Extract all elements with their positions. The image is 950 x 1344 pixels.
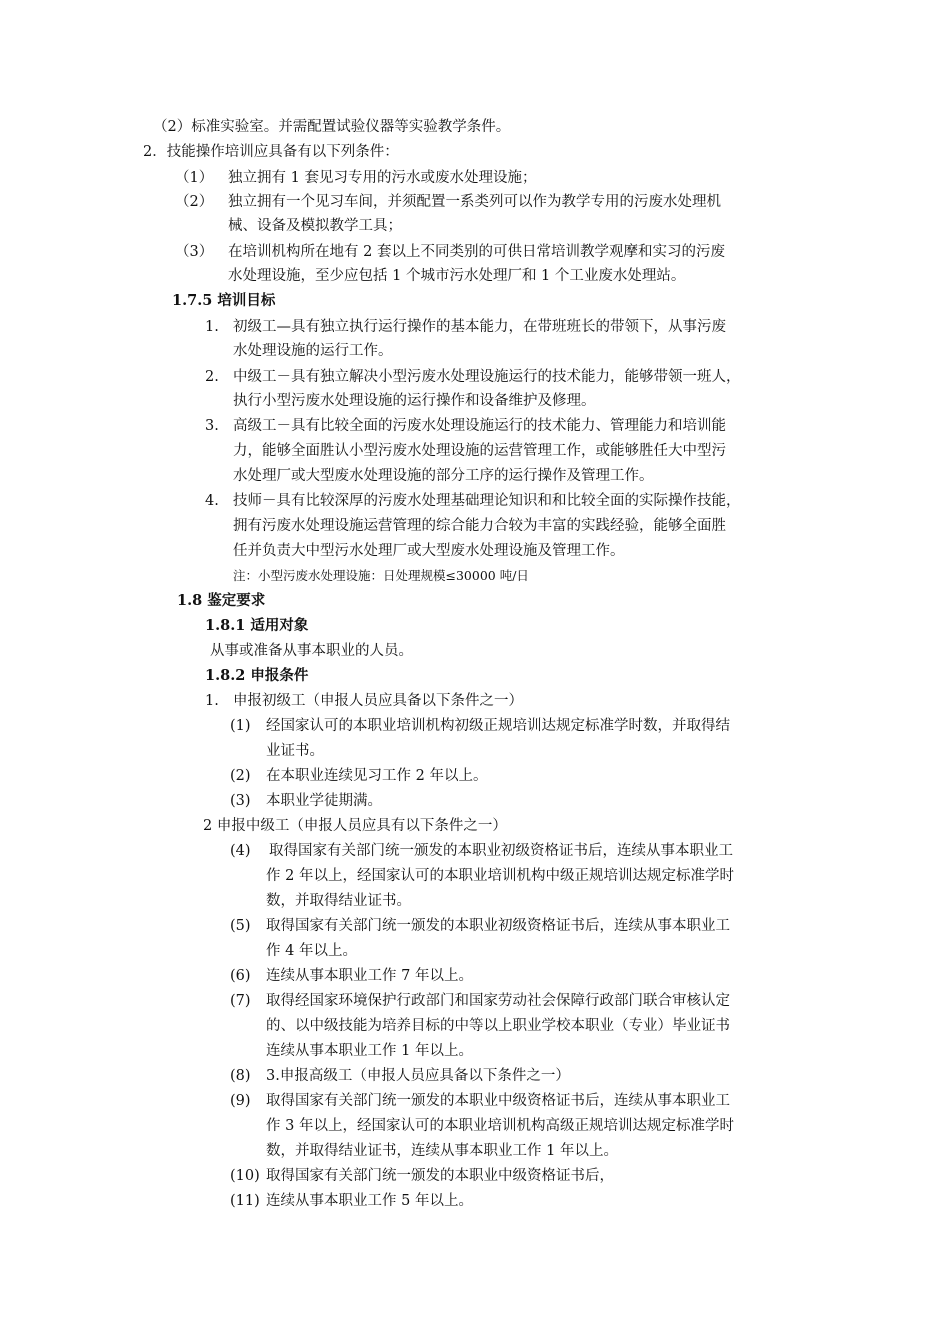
text-line: 数，并取得结业证书，连续从事本职业工作 1 年以上。: [266, 1143, 618, 1159]
list-number: (8): [230, 1068, 251, 1084]
text-line: 取得经国家环境保护行政部门和国家劳动社会保障行政部门联合审核认定: [266, 993, 730, 1009]
list-number: （3）: [175, 244, 214, 260]
text-line: 作 3 年以上，经国家认可的本职业培训机构高级正规培训达规定标准学时: [266, 1118, 734, 1134]
text-line: 连续从事本职业工作 5 年以上。: [266, 1193, 473, 1209]
list-number: 4.: [205, 493, 219, 509]
text-line: 数，并取得结业证书。: [266, 893, 411, 909]
text-line: 执行小型污废水处理设施的运行操作和设备维护及修理。: [233, 393, 596, 409]
text-line: 力，能够全面胜认小型污废水处理设施的运营管理工作，或能够胜任大中型污: [233, 443, 726, 459]
text-line: 技师－具有比较深厚的污废水处理基础理论知识和和比较全面的实际操作技能，: [233, 493, 741, 509]
text-line: 取得国家有关部门统一颁发的本职业初级资格证书后，连续从事本职业工: [266, 918, 730, 934]
text-line: 2．技能操作培训应具备有以下列条件：: [143, 144, 399, 160]
section-heading: 1.7.5 培训目标: [172, 292, 276, 309]
text-line: 的、以中级技能为培养目标的中等以上职业学校本职业（专业）毕业证书: [266, 1018, 730, 1034]
text-line: （2）标准实验室。并需配置试验仪器等实验教学条件。: [153, 119, 511, 135]
text-line: 独立拥有一个见习车间，并须配置一系类列可以作为教学专用的污废水处理机: [228, 194, 721, 210]
text-line: 作 4 年以上。: [266, 943, 357, 959]
text-line: 高级工－具有比较全面的污废水处理设施运行的技术能力、管理能力和培训能: [233, 418, 726, 434]
list-number: (2): [230, 768, 251, 784]
text-line: 2 申报中级工（申报人员应具有以下条件之一）: [203, 818, 507, 834]
text-line: 申报初级工（申报人员应具备以下条件之一）: [233, 693, 523, 709]
list-number: 1.: [205, 693, 219, 709]
section-heading: 1.8.2 申报条件: [205, 667, 309, 684]
list-number: (11): [230, 1193, 260, 1209]
section-heading: 1.8.1 适用对象: [205, 617, 309, 634]
list-number: （2）: [175, 194, 214, 210]
list-number: 3.: [205, 418, 219, 434]
text-line: 连续从事本职业工作 7 年以上。: [266, 968, 473, 984]
text-line: 任并负责大中型污水处理厂或大型废水处理设施及管理工作。: [233, 543, 625, 559]
list-number: (7): [230, 993, 251, 1009]
text-line: 连续从事本职业工作 1 年以上。: [266, 1043, 473, 1059]
text-line: 经国家认可的本职业培训机构初级正规培训达规定标准学时数，并取得结: [266, 718, 730, 734]
text-line: 在本职业连续见习工作 2 年以上。: [266, 768, 488, 784]
text-line: 业证书。: [266, 743, 324, 759]
text-line: 中级工－具有独立解决小型污废水处理设施运行的技术能力，能够带领一班人，: [233, 369, 741, 385]
text-line: 取得国家有关部门统一颁发的本职业初级资格证书后，连续从事本职业工: [269, 843, 733, 859]
list-number: (6): [230, 968, 251, 984]
text-line: 水处理设施，至少应包括 1 个城市污水处理厂和 1 个工业废水处理站。: [228, 268, 686, 284]
text-line: 取得国家有关部门统一颁发的本职业中级资格证书后，: [266, 1168, 614, 1184]
text-line: 本职业学徒期满。: [266, 793, 382, 809]
text-line: 3.申报高级工（申报人员应具备以下条件之一）: [266, 1068, 570, 1084]
section-heading: 1.8 鉴定要求: [177, 592, 266, 609]
text-line: 取得国家有关部门统一颁发的本职业中级资格证书后，连续从事本职业工: [266, 1093, 730, 1109]
list-number: (10): [230, 1168, 260, 1184]
note-text: 注：小型污废水处理设施：日处理规模≤30000 吨/日: [233, 568, 529, 583]
text-line: 从事或准备从事本职业的人员。: [210, 643, 413, 659]
text-line: 初级工—具有独立执行运行操作的基本能力，在带班班长的带领下，从事污废: [233, 319, 726, 335]
text-line: 作 2 年以上，经国家认可的本职业培训机构中级正规培训达规定标准学时: [266, 868, 734, 884]
list-number: (1): [230, 718, 251, 734]
text-line: 在培训机构所在地有 2 套以上不同类别的可供日常培训教学观摩和实习的污废: [228, 244, 725, 260]
text-line: 械、设备及模拟教学工具；: [228, 218, 402, 234]
list-number: （1）: [175, 170, 214, 186]
list-number: 2.: [205, 369, 219, 385]
list-number: (3): [230, 793, 251, 809]
text-line: 独立拥有 1 套见习专用的污水或废水处理设施；: [228, 170, 537, 186]
text-line: 水处理设施的运行工作。: [233, 343, 393, 359]
text-line: 拥有污废水处理设施运营管理的综合能力合较为丰富的实践经验，能够全面胜: [233, 518, 726, 534]
list-number: (4): [230, 843, 251, 859]
list-number: (5): [230, 918, 251, 934]
list-number: (9): [230, 1093, 251, 1109]
list-number: 1.: [205, 319, 219, 335]
text-line: 水处理厂或大型废水处理设施的部分工序的运行操作及管理工作。: [233, 468, 654, 484]
